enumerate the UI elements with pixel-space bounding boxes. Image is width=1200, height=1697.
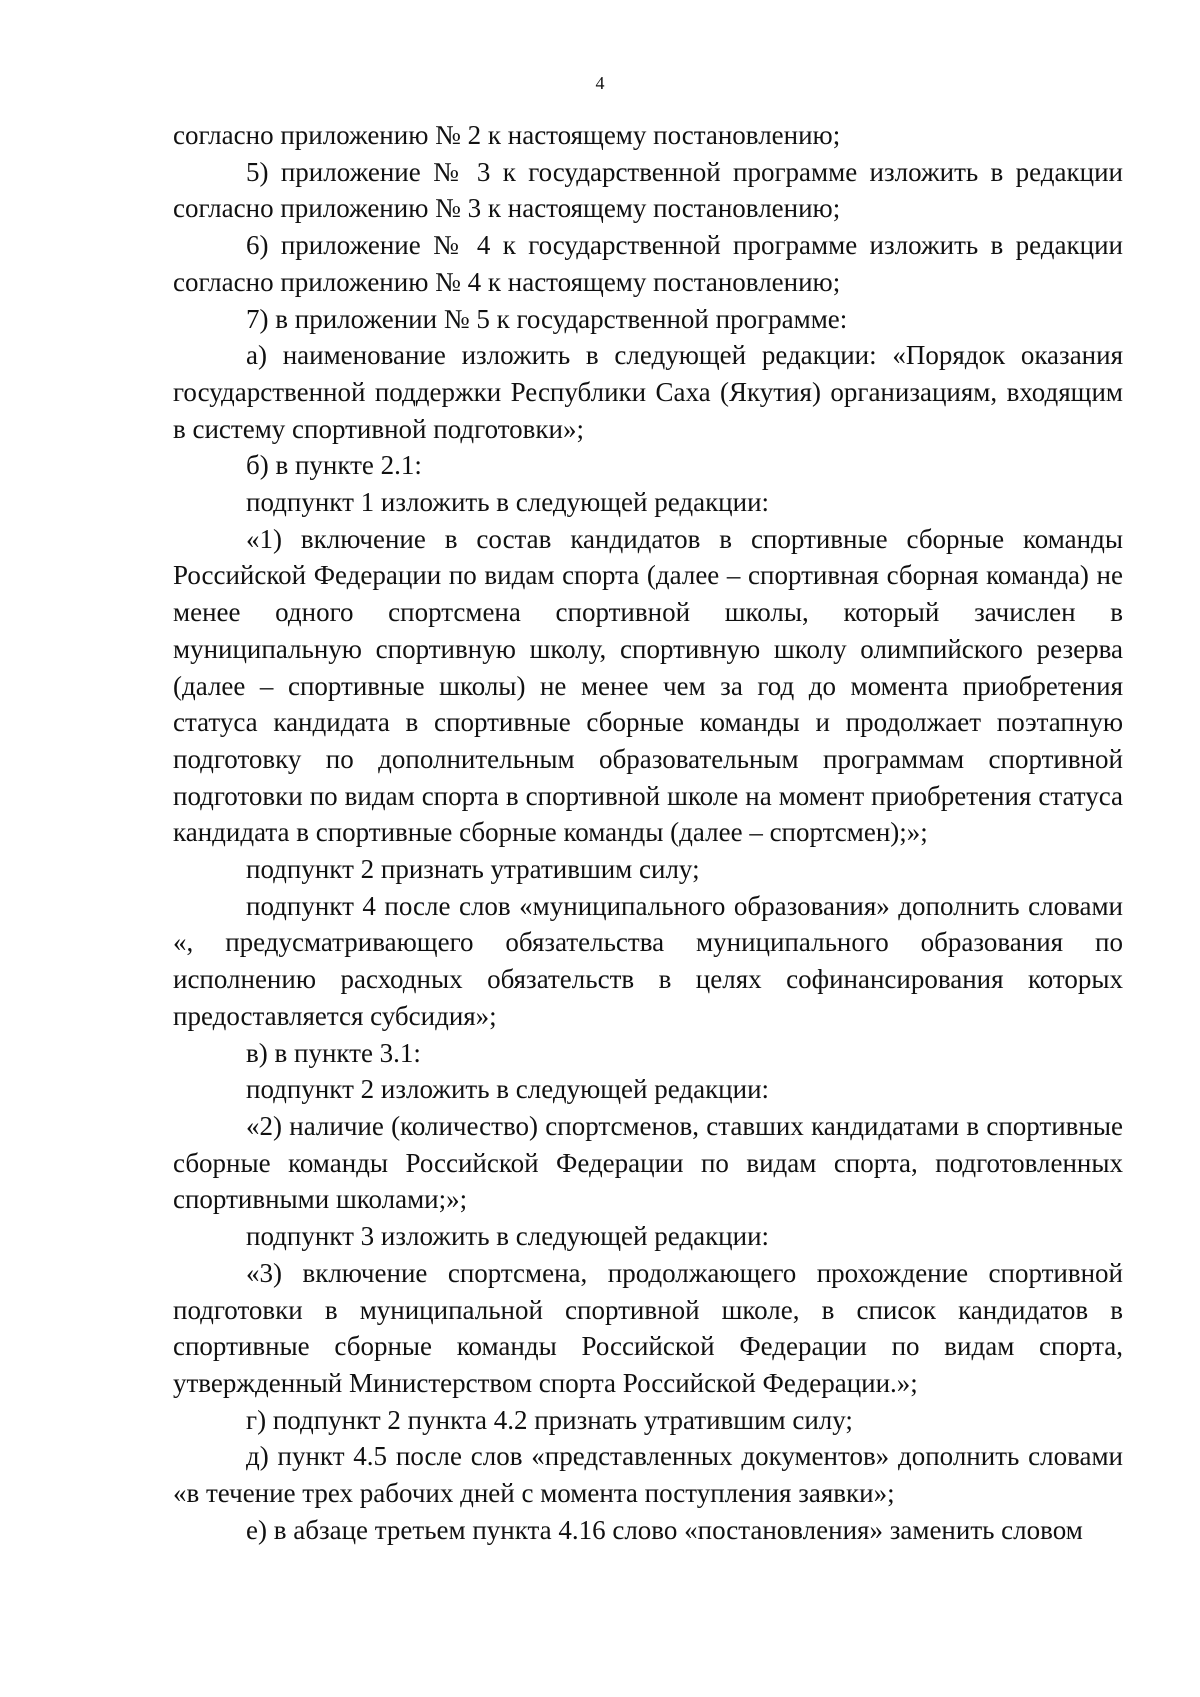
- document-body: [173, 117, 1123, 1548]
- paragraph: д) пункт 4.5 после слов «представленных документов» дополнить словами «в течение трех рабочих дней с момента поступления заявки»;: [173, 1441, 1123, 1509]
- paragraph: 5) приложение № 3 к государственной программе изложить в редакции согласно приложению № 3 к настоящему постановлению;: [173, 156, 1123, 224]
- paragraph: 6) приложение № 4 к государственной программе изложить в редакции согласно приложению № 4 к настоящему постановлению;: [173, 230, 1123, 297]
- paragraph: подпункт 4 после слов «муниципального образования» дополнить словами «, предусматривающего обязательства муниципального образования по исполнению расходных обязательств в целях софинансирования которых предоставляется субсидия»;: [173, 890, 1123, 1031]
- paragraph: «2) наличие (количество) спортсменов, ставших кандидатами в спортивные сборные команды Российской Федерации по видам спорта, подготовленных спортивными школами;»;: [173, 1110, 1123, 1215]
- paragraph: а) наименование изложить в следующей редакции: «Порядок оказания государственной поддержки Республики Саха (Якутия) организациям, входящим в систему спортивной подготовки»;: [173, 340, 1123, 444]
- paragraph: б) в пункте 2.1:: [246, 450, 422, 481]
- paragraph: «3) включение спортсмена, продолжающего прохождение спортивной подготовки в муниципальной спортивной школе, в список кандидатов в спортивные сборные команды Российской Федерации по видам спорта, утвержденный Министерством спорта Российской Федерации.»;: [173, 1257, 1123, 1398]
- paragraph: е) в абзаце третьем пункта 4.16 слово «постановления» заменить словом: [246, 1514, 1083, 1545]
- paragraph: согласно приложению № 2 к настоящему постановлению;: [173, 120, 841, 150]
- paragraph: подпункт 2 признать утратившим силу;: [246, 854, 700, 885]
- paragraph: 7) в приложении № 5 к государственной программе:: [246, 303, 848, 334]
- paragraph: подпункт 3 изложить в следующей редакции:: [246, 1221, 770, 1252]
- paragraph: «1) включение в состав кандидатов в спортивные сборные команды Российской Федерации по видам спорта (далее – спортивная сборная команда) не менее одного спортсмена спортивной школы, который зачислен в муниципальную спортивную школу, спортивную школу олимпийского резерва (далее – спортивные школы) не менее чем за год до момента приобретения статуса кандидата в спортивные сборные команды и продолжает поэтапную подготовку по дополнительным образовательным программам спортивной подготовки по видам спорта в спортивной школе на момент приобретения статуса кандидата в спортивные сборные команды (далее – спортсмен);»;: [173, 523, 1123, 848]
- page-number: 4: [595, 73, 605, 93]
- paragraph: подпункт 2 изложить в следующей редакции:: [246, 1074, 770, 1105]
- paragraph: г) подпункт 2 пункта 4.2 признать утратившим силу;: [246, 1404, 853, 1435]
- paragraph: подпункт 1 изложить в следующей редакции:: [246, 487, 770, 518]
- paragraph: в) в пункте 3.1:: [246, 1037, 421, 1068]
